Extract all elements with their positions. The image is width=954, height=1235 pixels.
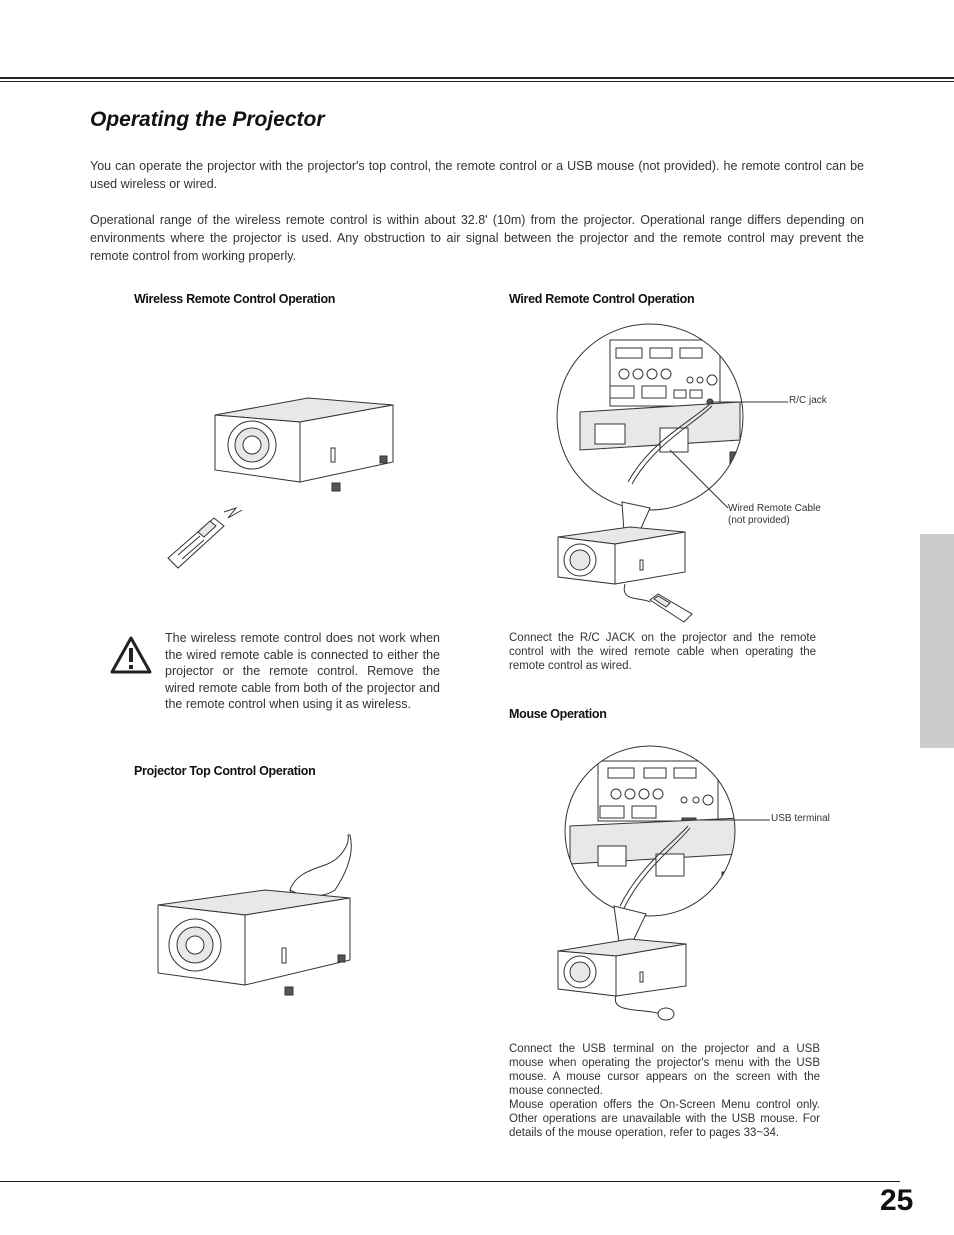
projector-icon [558, 939, 686, 996]
wired-cable-callout-line1: Wired Remote Cable [728, 503, 821, 514]
top-control-heading: Projector Top Control Operation [134, 764, 316, 778]
remote-control-icon [168, 518, 224, 568]
projector-icon [158, 890, 350, 995]
warning-triangle-icon [110, 635, 152, 675]
intro-paragraph-1: You can operate the projector with the projector's top control, the remote control or a USB mouse (not provided). he remote control can be used wireless or wired. [90, 159, 864, 191]
projector-icon [215, 398, 393, 491]
rc-jack-callout: R/C jack [789, 395, 827, 406]
mouse-description-1: Connect the USB terminal on the projector and a USB mouse when operating the projector's menu with the USB mouse. A mouse cursor appears on the screen with the mouse connected. [509, 1043, 820, 1097]
wireless-heading: Wireless Remote Control Operation [134, 292, 336, 306]
remote-control-icon [650, 594, 692, 622]
wired-heading: Wired Remote Control Operation [509, 292, 695, 306]
mouse-illustration [550, 746, 750, 1026]
usb-terminal-callout: USB terminal [771, 813, 830, 824]
wired-description: Connect the R/C JACK on the projector and the remote control with the wired remote cable when operating the remote control as wired. [509, 632, 816, 672]
wireless-projector-illustration [160, 390, 400, 580]
mouse-icon [658, 1008, 674, 1020]
projector-icon [558, 527, 685, 584]
rear-panel-closeup [550, 746, 750, 926]
mouse-description-2: Mouse operation offers the On-Screen Menu control only. Other operations are unavailable with the USB mouse. For details of the mouse operation, refer to pages 33~34. [509, 1099, 820, 1139]
usb-callout-line [690, 818, 772, 822]
mouse-heading: Mouse Operation [509, 707, 607, 721]
top-rule [0, 77, 954, 79]
page-number: 25 [880, 1184, 914, 1217]
wired-cable-callout [728, 503, 821, 527]
section-tab [920, 534, 954, 748]
top-control-illustration [150, 835, 360, 1000]
hand-icon [290, 835, 351, 899]
intro-paragraph-2: Operational range of the wireless remote control is within about 32.8' (10m) from the projector. Operational range differs depending on environments where the projector is used. Any obstruction to air signal between the projector and the remote control may prevent the remote control from working properly. [90, 213, 864, 263]
bottom-rule [0, 1181, 900, 1182]
wired-cable-callout-line2: (not provided) [728, 515, 790, 526]
signal-icon [224, 508, 242, 518]
page-title: Operating the Projector [90, 108, 325, 131]
wired-callout-lines [710, 400, 790, 510]
top-rule-thin [0, 81, 954, 82]
wireless-warning-text: The wireless remote control does not work when the wired remote cable is connected to either the projector or the remote control. Remove the wired remote cable from both of the projector and the remote control when using it as wireless. [165, 631, 440, 711]
